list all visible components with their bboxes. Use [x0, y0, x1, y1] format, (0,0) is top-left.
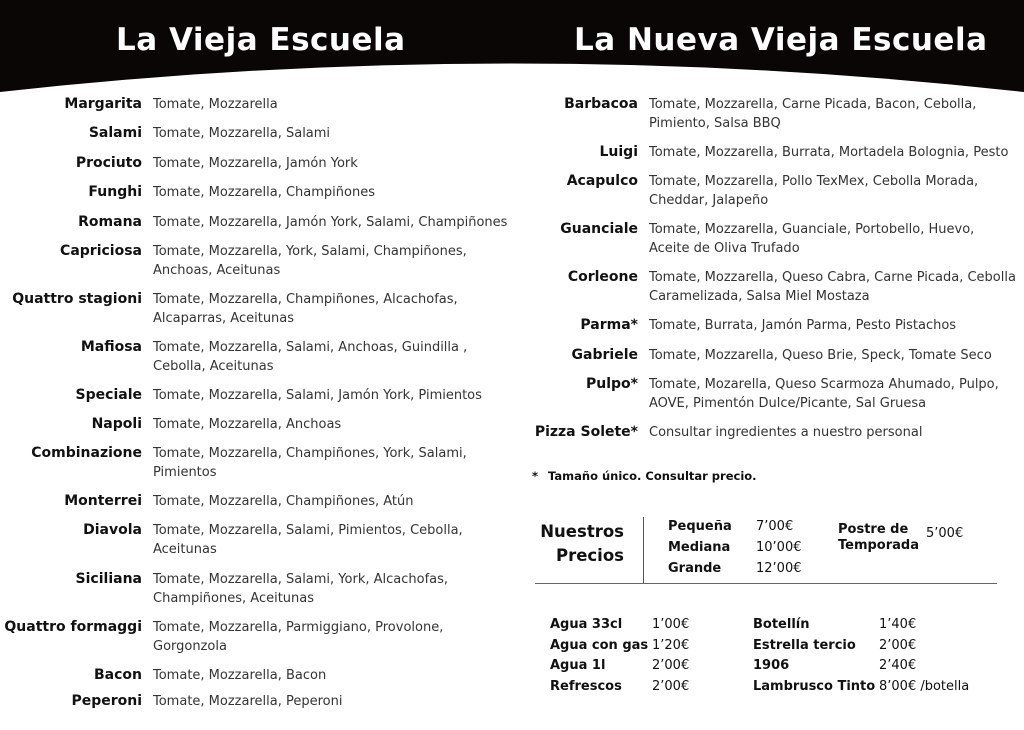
pizza-name: Diavola — [83, 522, 142, 538]
pizza-ingredients: Tomate, Mozzarella, Champiñones, York, Salami, Pimientos — [153, 446, 467, 480]
dessert-label: Postre de Temporada — [838, 522, 920, 553]
pizza-name: Peperoni — [71, 693, 142, 709]
pizza-ingredients: Tomate, Mozzarella, Salami, Anchoas, Guindilla , Cebolla, Aceitunas — [153, 340, 468, 374]
pizza-name: Parma* — [580, 317, 638, 333]
menu-header — [0, 0, 1024, 100]
pizza-ingredients: Tomate, Mozzarella, Peperoni — [153, 694, 343, 709]
prices-horizontal-divider — [535, 583, 997, 584]
pizza-ingredients: Tomate, Mozzarella, Champiñones, Atún — [153, 494, 414, 509]
pizza-ingredients: Tomate, Mozzarella — [153, 97, 278, 112]
pizza-ingredients: Tomate, Mozzarella, Burrata, Mortadela Bolognia, Pesto — [649, 145, 1009, 160]
pizza-ingredients: Tomate, Mozzarella, Bacon — [153, 668, 327, 683]
size-label-pequena: Pequeña — [668, 519, 732, 534]
prices-vertical-divider — [643, 517, 644, 584]
drink-label: Botellín — [753, 617, 810, 632]
prices-heading: Nuestros Precios — [540, 522, 624, 565]
pizza-name: Mafiosa — [80, 339, 142, 355]
pizza-ingredients: Tomate, Mozzarella, Salami, Jamón York, Pimientos — [153, 388, 482, 403]
pizza-name: Capriciosa — [60, 243, 142, 259]
pizza-name: Corleone — [567, 269, 638, 285]
pizza-ingredients: Tomate, Mozzarella, Anchoas — [153, 417, 342, 432]
pizza-name: Bacon — [93, 667, 142, 683]
menu-item-barbacoa — [0, 95, 976, 133]
pizza-ingredients: Tomate, Mozzarella, Jamón York, Salami, Champiñones — [153, 215, 508, 230]
drink-price: 2’00€ — [879, 638, 917, 653]
pizza-name: Barbacoa — [564, 96, 638, 112]
pizza-name: Funghi — [88, 184, 142, 200]
menu-item-bacon — [0, 666, 326, 685]
menu-item-acapulco — [0, 172, 978, 210]
menu-item-pizza-solete — [0, 423, 922, 442]
pizza-ingredients: Tomate, Mozzarella, Champiñones, Alcachofas, Alcaparras, Aceitunas — [153, 292, 458, 326]
drink-label: 1906 — [753, 658, 790, 673]
pizza-ingredients: Tomate, Mozzarella, Queso Cabra, Carne Picada, Cebolla Caramelizada, Salsa Miel Mostaza — [649, 270, 1016, 304]
drink-price: 1’00€ — [652, 617, 690, 632]
drink-price: 1’20€ — [652, 638, 690, 653]
pizza-ingredients: Tomate, Mozzarella, Queso Brie, Speck, Tomate Seco — [649, 348, 992, 363]
footnote-text: Tamaño único. Consultar precio. — [548, 469, 757, 483]
pizza-ingredients: Tomate, Mozzarella, York, Salami, Champiñones, Anchoas, Aceitunas — [153, 244, 467, 278]
drink-price: 8’00€ /botella — [879, 679, 970, 694]
drink-label: Lambrusco Tinto — [753, 679, 876, 694]
size-label-mediana: Mediana — [668, 540, 731, 555]
drink-label: Agua 1l — [550, 658, 606, 673]
pizza-name: Gabriele — [571, 347, 638, 363]
menu-item-quattro-formaggi — [0, 618, 443, 656]
drink-label: Refrescos — [550, 679, 622, 694]
pizza-name: Combinazione — [31, 445, 142, 461]
menu-item-peperoni — [0, 692, 342, 711]
pizza-name: Margarita — [64, 96, 142, 112]
pizza-ingredients: Consultar ingredientes a nuestro personal — [649, 425, 923, 440]
menu-item-pulpo — [0, 375, 999, 413]
pizza-name: Guanciale — [560, 221, 638, 237]
pizza-ingredients: Tomate, Mozzarella, Pollo TexMex, Cebolla Morada, Cheddar, Jalapeño — [649, 174, 979, 208]
pizza-ingredients: Tomate, Burrata, Jamón Parma, Pesto Pistachos — [649, 318, 957, 333]
pizza-name: Salami — [88, 125, 142, 141]
pizza-name: Quattro formaggi — [4, 619, 142, 635]
section-title-nueva-vieja-escuela: La Nueva Vieja Escuela — [574, 22, 988, 58]
pizza-ingredients: Tomate, Mozzarella, Salami, York, Alcachofas, Champiñones, Aceitunas — [153, 572, 449, 606]
pizza-name: Pulpo* — [586, 376, 638, 392]
size-label-grande: Grande — [668, 561, 722, 576]
pizza-ingredients: Tomate, Mozzarella, Salami — [153, 126, 331, 141]
menu-item-guanciale — [0, 220, 974, 258]
drink-price: 2’40€ — [879, 658, 917, 673]
drink-label: Agua 33cl — [550, 617, 623, 632]
pizza-ingredients: Tomate, Mozzarella, Salami, Pimientos, Cebolla, Aceitunas — [153, 523, 463, 557]
pizza-name: Pizza Solete* — [534, 424, 638, 440]
drink-label: Estrella tercio — [753, 638, 856, 653]
pizza-name: Monterrei — [64, 493, 142, 509]
drink-price: 2’00€ — [652, 679, 690, 694]
menu-item-corleone — [0, 268, 1016, 306]
pizza-ingredients: Tomate, Mozzarella, Jamón York — [153, 156, 358, 171]
pizza-name: Speciale — [75, 387, 142, 403]
drink-label: Agua con gas — [550, 638, 649, 653]
menu-item-diavola — [0, 521, 463, 559]
drink-price: 1’40€ — [879, 617, 917, 632]
menu-item-siciliana — [0, 570, 448, 608]
pizza-name: Romana — [78, 214, 142, 230]
pizza-ingredients: Tomate, Mozzarella, Champiñones — [153, 185, 375, 200]
size-price-mediana: 10’00€ — [756, 540, 802, 555]
pizza-ingredients: Tomate, Mozarella, Queso Scarmoza Ahumado, Pulpo, AOVE, Pimentón Dulce/Picante, Sal Gruesa — [649, 377, 999, 411]
pizza-ingredients: Tomate, Mozzarella, Carne Picada, Bacon, Cebolla, Pimiento, Salsa BBQ — [649, 97, 977, 131]
pizza-name: Siciliana — [75, 571, 142, 587]
drink-price: 2’00€ — [652, 658, 690, 673]
menu-item-combinazione — [0, 444, 467, 482]
menu-item-parma — [0, 316, 956, 335]
pizza-name: Acapulco — [566, 173, 638, 189]
size-price-grande: 12’00€ — [756, 561, 802, 576]
section-title-vieja-escuela: La Vieja Escuela — [116, 22, 406, 58]
dessert-price: 5’00€ — [926, 526, 964, 541]
footnote-asterisk: * — [532, 469, 539, 483]
pizza-ingredients: Tomate, Mozzarella, Parmiggiano, Provolone, Gorgonzola — [153, 620, 444, 654]
menu-item-gabriele — [0, 346, 992, 365]
menu-item-monterrei — [0, 492, 414, 511]
pizza-name: Napoli — [91, 416, 142, 432]
size-footnote — [532, 469, 757, 483]
pizza-name: Luigi — [599, 144, 638, 160]
size-price-pequena: 7’00€ — [756, 519, 794, 534]
menu-item-luigi — [0, 143, 1008, 162]
pizza-name: Quattro stagioni — [12, 291, 142, 307]
pizza-name: Prociuto — [75, 155, 142, 171]
pizza-ingredients: Tomate, Mozzarella, Guanciale, Portobello, Huevo, Aceite de Oliva Trufado — [649, 222, 975, 256]
